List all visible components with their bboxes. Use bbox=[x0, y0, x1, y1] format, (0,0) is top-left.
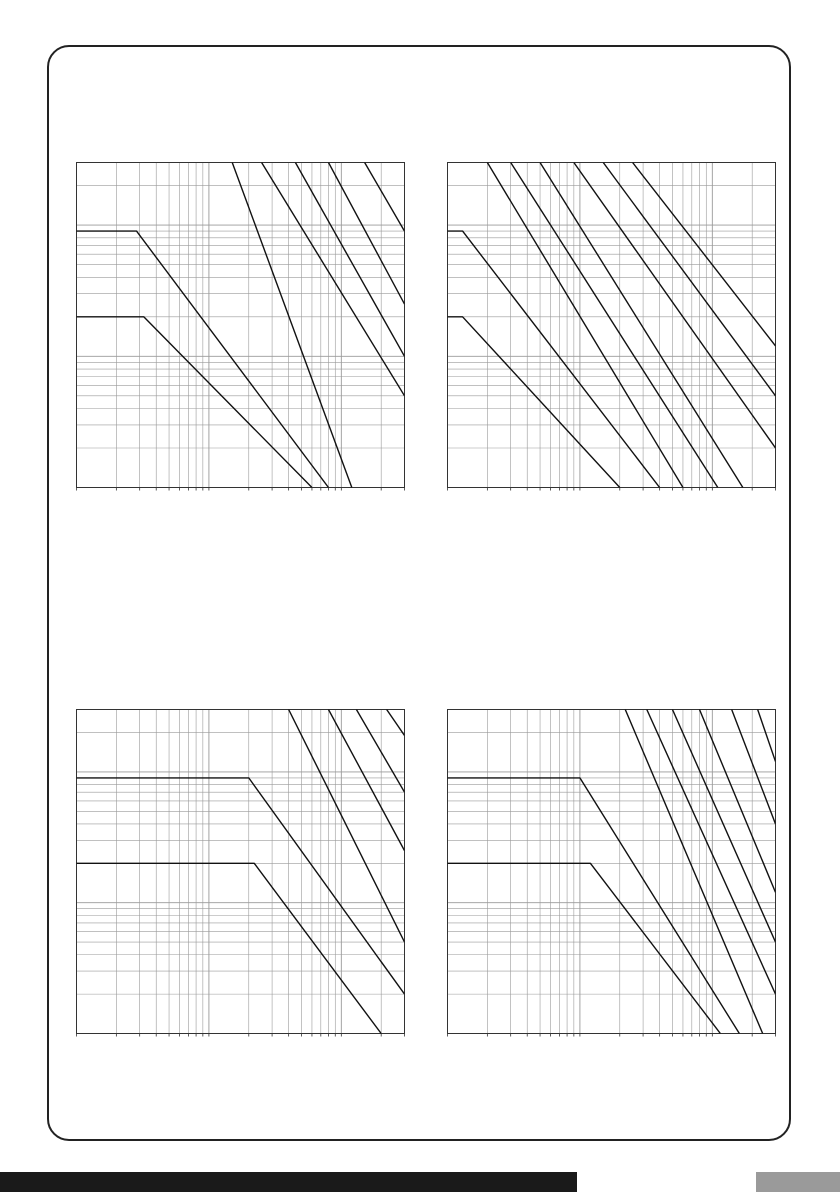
series-line-8 bbox=[758, 710, 776, 762]
series-line-7 bbox=[732, 710, 776, 824]
series-line-2 bbox=[448, 231, 660, 487]
series-group bbox=[448, 163, 776, 488]
chart-upper-left bbox=[76, 162, 405, 488]
series-line-4 bbox=[262, 163, 405, 396]
series-line-6 bbox=[387, 710, 405, 736]
series-line-5 bbox=[672, 710, 775, 943]
footer-bar bbox=[0, 1172, 577, 1192]
series-group bbox=[448, 710, 776, 1034]
series-group bbox=[77, 710, 405, 1034]
series-line-7 bbox=[365, 163, 405, 232]
series-line-2 bbox=[77, 778, 405, 994]
chart-lower-left bbox=[76, 709, 405, 1034]
series-line-5 bbox=[356, 710, 404, 793]
series-line-6 bbox=[574, 163, 776, 449]
series-line-7 bbox=[603, 163, 775, 396]
series-group bbox=[77, 163, 405, 488]
series-line-4 bbox=[647, 710, 776, 995]
chart-upper-right bbox=[447, 162, 776, 488]
plot-border bbox=[448, 163, 776, 488]
series-line-1 bbox=[77, 317, 312, 488]
series-line-2 bbox=[77, 231, 329, 487]
chart-lower-right bbox=[447, 709, 776, 1034]
series-line-1 bbox=[448, 863, 721, 1033]
series-line-4 bbox=[511, 163, 718, 488]
series-line-4 bbox=[328, 710, 404, 851]
footer-page-tab bbox=[756, 1172, 840, 1192]
series-line-6 bbox=[328, 163, 404, 305]
plot-border bbox=[448, 710, 776, 1034]
series-line-3 bbox=[487, 163, 683, 488]
